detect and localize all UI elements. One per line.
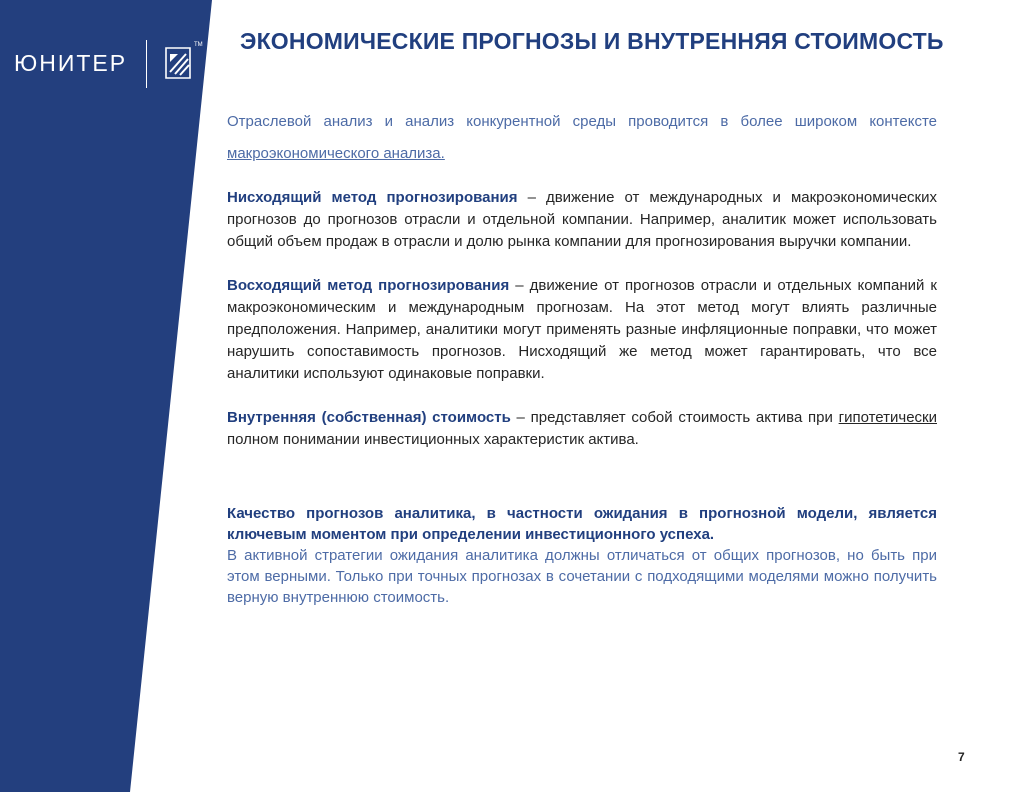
logo-divider <box>146 40 147 88</box>
intro-text: Отраслевой анализ и анализ конкурентной среды проводится в более широком контексте <box>227 113 937 130</box>
bottom-up-paragraph <box>227 275 937 385</box>
top-down-paragraph <box>227 187 937 253</box>
content <box>227 106 937 608</box>
intrinsic-text-before: – представляет собой стоимость актива при <box>510 409 839 426</box>
page-title: ЭКОНОМИЧЕСКИЕ ПРОГНОЗЫ И ВНУТРЕННЯЯ СТОИМОСТЬ <box>240 28 944 54</box>
trademark-sign: TM <box>194 42 203 48</box>
brand-logo-text: ЮНИТЕР <box>14 50 128 76</box>
forecast-quality-bold: Качество прогнозов аналитика, в частности ожидания в прогнозной модели, является ключевым моментом при определении инвестиционного успеха. <box>227 505 937 543</box>
top-down-term: Нисходящий метод прогнозирования <box>227 189 518 206</box>
unitер-logo-mark-icon <box>164 46 196 80</box>
intro-paragraph <box>227 106 937 170</box>
bottom-up-text: – движение от прогнозов отрасли и отдельных компаний к макроэкономическим и международным прогнозам. На этот метод могут влиять различные предположения. Например, аналитики могут применять разные инфляционные поправки, что может нарушить сопоставимость прогнозов. Нисходящий же метод может гарантировать, что все аналитики используют одинаковые поправки. <box>227 277 937 382</box>
bottom-up-term: Восходящий метод прогнозирования <box>227 277 510 294</box>
forecast-quality-paragraph <box>227 503 937 608</box>
hypothetical-word: гипотетически <box>838 409 937 426</box>
intrinsic-value-paragraph <box>227 407 937 451</box>
page-number: 7 <box>958 750 965 764</box>
top-down-text: – движение от международных и макроэкономических прогнозов до прогнозов отрасли и отдельной компании. Например, аналитик может использовать общий объем продаж в отрасли и долю рынка компании для прогнозирования выручки компании. <box>227 189 937 250</box>
intrinsic-text-after: полном понимании инвестиционных характеристик актива. <box>227 431 639 448</box>
brand-logo <box>14 40 214 90</box>
macro-analysis-link[interactable]: макроэкономического анализа. <box>227 145 445 162</box>
forecast-quality-text: В активной стратегии ожидания аналитика должны отличаться от общих прогнозов, но быть при этом верными. Только при точных прогнозах в сочетании с подходящими моделями можно получить верную внутреннюю стоимость. <box>227 547 937 606</box>
intrinsic-value-term: Внутренняя (собственная) стоимость <box>227 409 511 426</box>
